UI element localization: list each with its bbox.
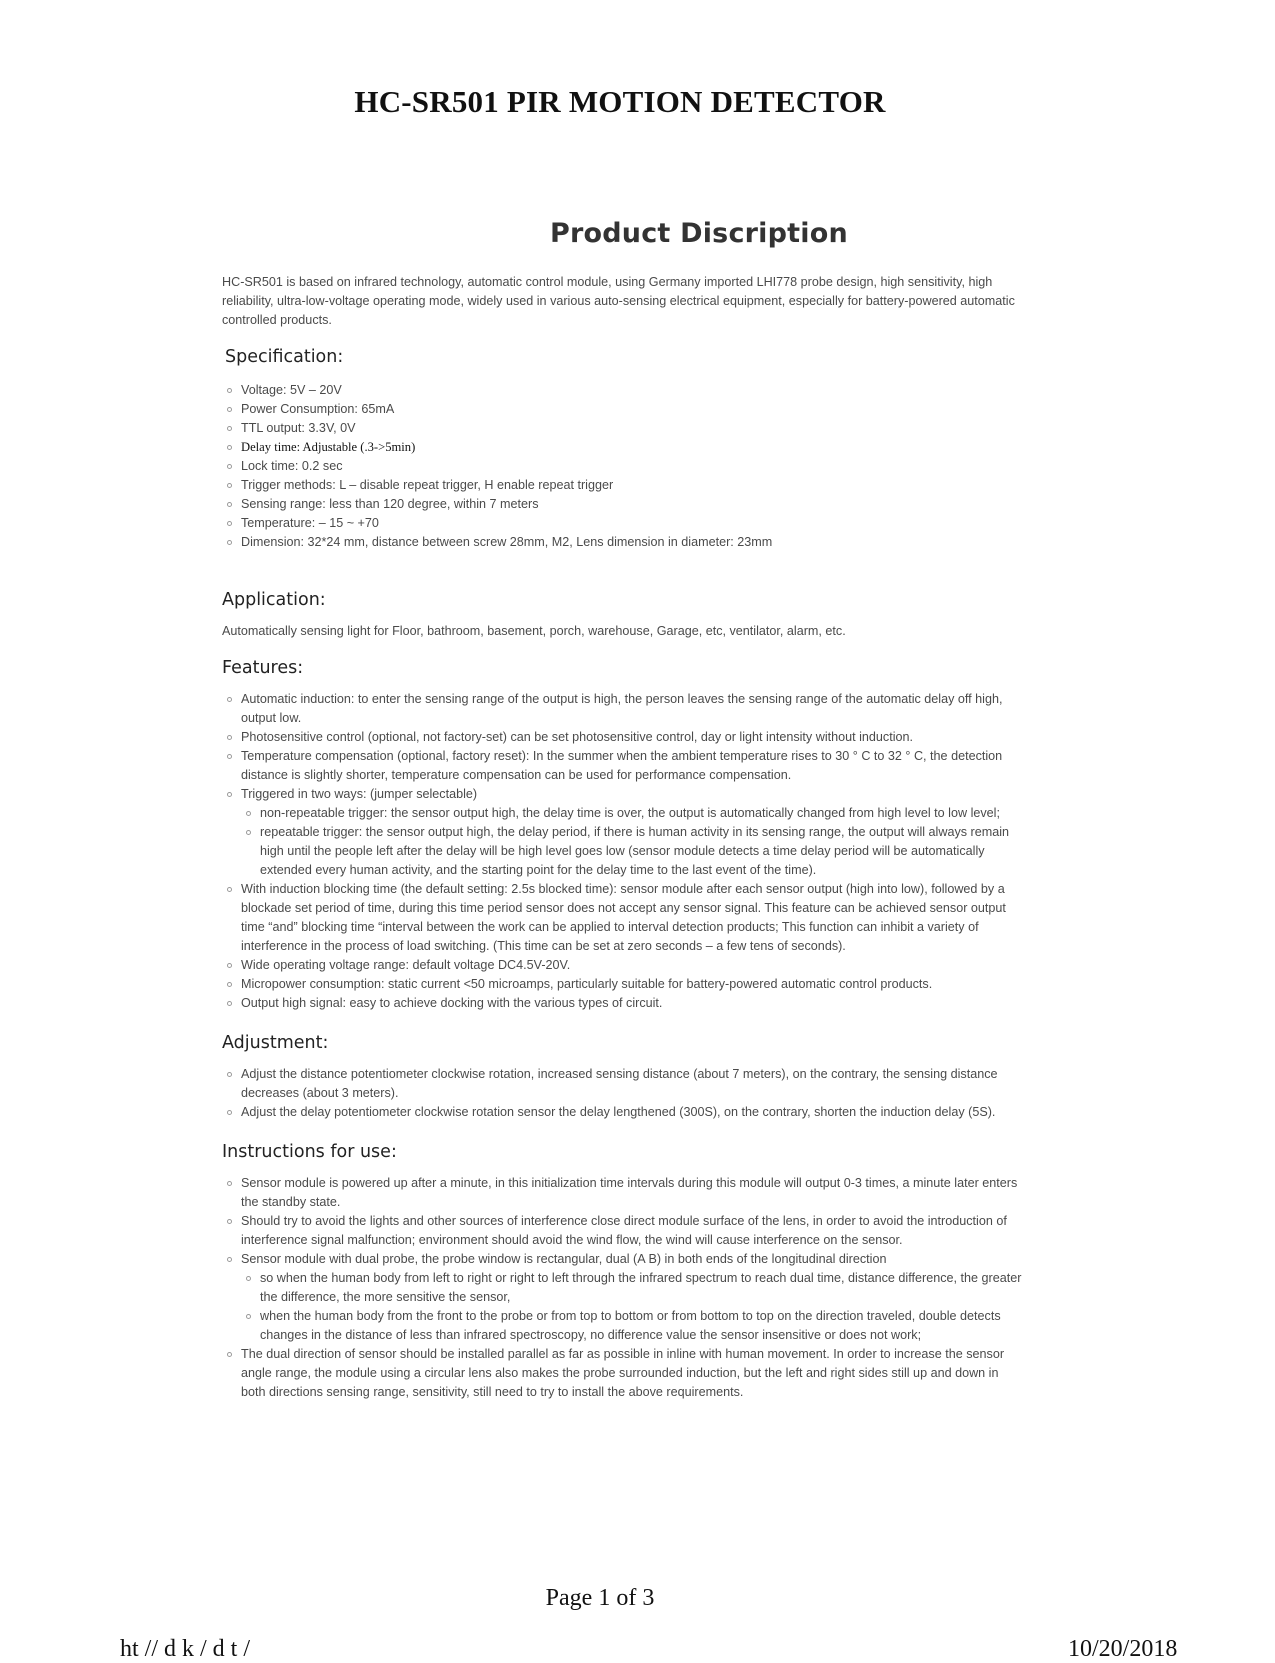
instructions-sub-list [241,1269,1022,1345]
list-item: Trigger methods: L – disable repeat trigger, H enable repeat trigger [241,476,1022,495]
features-heading: Features: [222,658,304,678]
list-item [241,785,1022,880]
page-content [222,218,1022,1402]
list-item-text: Sensor module with dual probe, the probe window is rectangular, dual (A B) in both ends of the longitudinal direction [241,1252,887,1266]
list-item: With induction blocking time (the default setting: 2.5s blocked time): sensor module after each sensor output (high into low), followed by a blockade set period of time, during this time period sensor does not accept any sensor signal. This feature can be achieved sensor output time “and” blocking time “interval between the work can be applied to interval detection products; This function can inhibit a variety of interference in the process of load switching. (This time can be set at zero seconds – a few tens of seconds). [241,880,1022,956]
list-item: so when the human body from left to right or right to left through the infrared spectrum to reach dual time, distance difference, the greater the difference, the more sensitive the sensor, [260,1269,1022,1307]
application-text: Automatically sensing light for Floor, bathroom, basement, porch, warehouse, Garage, etc, ventilator, alarm, etc. [222,624,846,638]
list-item: Should try to avoid the lights and other sources of interference close direct module surface of the lens, in order to avoid the introduction of interference signal malfunction; environment should avoid the wind flow, the wind will cause interference on the sensor. [241,1212,1022,1250]
specification-list [222,381,1022,552]
list-item: Automatic induction: to enter the sensing range of the output is high, the person leaves the sensing range of the automatic delay off high, output low. [241,690,1022,728]
list-item: Adjust the delay potentiometer clockwise rotation sensor the delay lengthened (300S), on the contrary, shorten the induction delay (5S). [241,1103,1022,1122]
footer-date: 10/20/2018 [1068,1636,1178,1662]
list-item: Photosensitive control (optional, not factory-set) can be set photosensitive control, day or light intensity without induction. [241,728,1022,747]
list-item: repeatable trigger: the sensor output high, the delay period, if there is human activity in its sensing range, the output will always remain high until the people left after the delay will be high level goes low (sensor module detects a time delay period will be automatically extended every human activity, and the starting point for the delay time to the last event of the time). [260,823,1022,880]
list-item: Lock time: 0.2 sec [241,457,1022,476]
features-list [222,690,1022,1013]
adjustment-heading: Adjustment: [222,1033,329,1053]
list-item: TTL output: 3.3V, 0V [241,419,1022,438]
application-heading: Application: [222,590,326,610]
list-item: Output high signal: easy to achieve docking with the various types of circuit. [241,994,1022,1013]
instructions-list [222,1174,1022,1402]
adjustment-list [222,1065,1022,1122]
specification-heading: Specification: [225,347,344,367]
list-item: Sensor module is powered up after a minute, in this initialization time intervals during this module will output 0-3 times, a minute later enters the standby state. [241,1174,1022,1212]
list-item: Wide operating voltage range: default voltage DC4.5V-20V. [241,956,1022,975]
features-sub-list [241,804,1022,880]
page-number: Page 1 of 3 [545,1585,655,1611]
instructions-heading: Instructions for use: [222,1142,397,1162]
intro-paragraph: HC-SR501 is based on infrared technology, automatic control module, using Germany imported LHI778 probe design, high sensitivity, high reliability, ultra-low-voltage operating mode, widely used in various auto-sensing electrical equipment, especially for battery-powered automatic controlled products. [222,275,1015,327]
list-item: non-repeatable trigger: the sensor output high, the delay time is over, the output is automatically changed from high level to low level; [260,804,1022,823]
list-item: Voltage: 5V – 20V [241,381,1022,400]
list-item: Delay time: Adjustable (.3->5min) [241,438,1022,457]
list-item: Dimension: 32*24 mm, distance between screw 28mm, M2, Lens dimension in diameter: 23mm [241,533,1022,552]
list-item-text: Triggered in two ways: (jumper selectable) [241,787,478,801]
list-item: Micropower consumption: static current <50 microamps, particularly suitable for battery-powered automatic control products. [241,975,1022,994]
footer-url: ht // d k / d t / [120,1636,251,1662]
list-item: Temperature compensation (optional, factory reset): In the summer when the ambient temperature rises to 30 ° C to 32 ° C, the detection distance is slightly shorter, temperature compensation can be used for performance compensation. [241,747,1022,785]
list-item: Power Consumption: 65mA [241,400,1022,419]
list-item: Temperature: – 15 ~ +70 [241,514,1022,533]
list-item: Adjust the distance potentiometer clockwise rotation, increased sensing distance (about 7 meters), on the contrary, the sensing distance decreases (about 3 meters). [241,1065,1022,1103]
list-item: when the human body from the front to the probe or from top to bottom or from bottom to top on the direction traveled, double detects changes in the distance of less than infrared spectroscopy, no difference value the sensor insensitive or does not work; [260,1307,1022,1345]
document-title: HC-SR501 PIR MOTION DETECTOR [354,84,886,119]
list-item: The dual direction of sensor should be installed parallel as far as possible in inline with human movement. In order to increase the sensor angle range, the module using a circular lens also makes the probe surrounded induction, but the left and right sides still up and down in both directions sensing range, sensitivity, still need to try to install the above requirements. [241,1345,1022,1402]
section-title: Product Discription [550,218,848,249]
list-item: Sensing range: less than 120 degree, within 7 meters [241,495,1022,514]
list-item [241,1250,1022,1345]
